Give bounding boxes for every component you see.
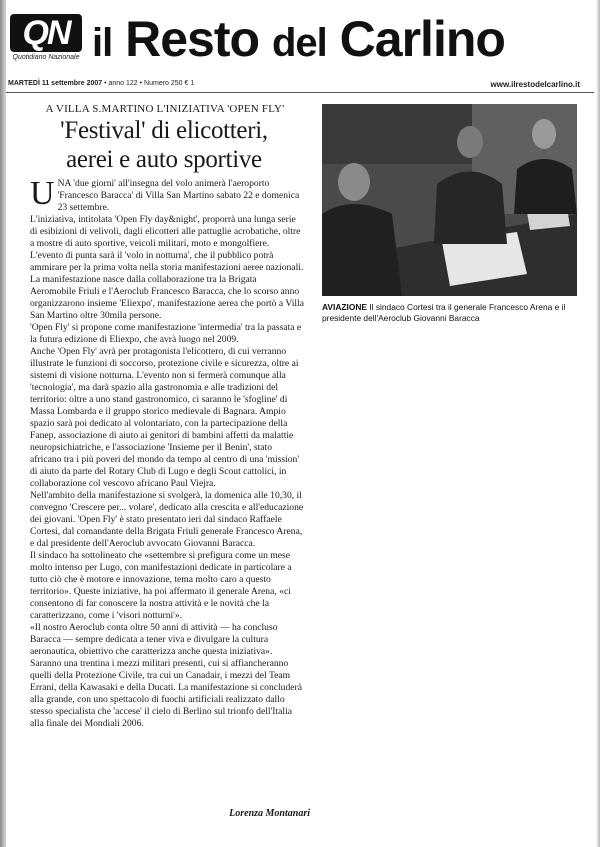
newspaper-masthead xyxy=(92,10,592,68)
body-paragraph: Nell'ambito della manifestazione si svolgerà, la domenica alle 10,30, il convegno 'Crescere per... volare', dedicato alla crescita e all'educazione dei giovani. 'Open Fly' è stato presentato ieri dal sindaco Raffaele Cortesi, dal comandante della Brigata Friuli generale Francesco Arena, e dal presidente dell'Aeroclub avvocato Giovanni Baracca. xyxy=(30,490,304,549)
article-kicker: A VILLA S.MARTINO L'INIZIATIVA 'OPEN FLY' xyxy=(45,103,285,115)
headline-line-1: 'Festival' di elicotteri, xyxy=(60,117,268,144)
article-photo xyxy=(322,104,577,296)
body-paragraph: 'Open Fly' si propone come manifestazione 'intermedia' tra la passata e la futura edizione di Eliexpo, che avrà luogo nel 2009. xyxy=(30,322,302,345)
masthead-word-carlino: Carlino xyxy=(339,11,505,67)
article-body xyxy=(30,175,304,730)
masthead-word-resto: Resto xyxy=(125,11,260,67)
caption-text: Il sindaco Cortesi tra il generale Francesco Arena e il presidente dell'Aeroclub Giovanni Baracca xyxy=(322,302,566,323)
article-author: Lorenza Montanari xyxy=(229,808,310,819)
photo-illustration xyxy=(322,104,577,296)
masthead-rule xyxy=(6,92,594,93)
dateline-date: MARTEDÌ 11 settembre 2007 xyxy=(8,80,103,87)
scan-edge-right xyxy=(596,0,600,847)
masthead-prefix: il xyxy=(92,21,113,65)
website-url: www.ilrestodelcarlino.it xyxy=(490,80,580,89)
masthead-word-del: del xyxy=(271,21,327,65)
drop-cap: U xyxy=(30,175,55,212)
headline-line-2: aerei e auto sportive xyxy=(66,146,262,173)
qn-logo-subtitle: Quotidiano Nazionale xyxy=(12,54,80,61)
qn-logo xyxy=(10,14,82,64)
lead-paragraph xyxy=(30,175,304,214)
caption-label: AVIAZIONE xyxy=(322,302,367,312)
dateline-issue: • anno 122 • Numero 250 € 1 xyxy=(104,80,195,87)
qn-logo-mark: QN xyxy=(10,14,82,52)
body-paragraph: Il sindaco ha sottolineato che «settembre si prefigura come un mese molto intenso per Lugo, con manifestazioni dedicate in particolare a tutto ciò che è motore e innovazione, tema molto caro a questo territorio». Queste iniziative, ha poi affermato il generale Arena, «ci consentono di far conoscere la nostra attività e le novità che la caratterizzano, come i 'visori notturni'». xyxy=(30,550,292,621)
body-paragraph: L'iniziativa, intitolata 'Open Fly day&night', proporrà una lunga serie di esibizioni di velivoli, dagli elicotteri alle pattuglie acrobatiche, oltre a mostre di auto sportive, veicoli militari, moto e mongolfiere. L'evento di punta sarà il 'volo in notturna', che il pubblico potrà ammirare per la prima volta nella storia manifestazioni aeree nazionali. La manifestazione nasce dalla collaborazione tra la Brigata Aeromobile Friuli e l'Aeroclub Francesco Baracca, che lo scorso anno organizzarono insieme 'Eliexpo', manifestazione aerea che portò a Villa San Martino oltre 30mila persone. xyxy=(30,214,304,321)
article-headline xyxy=(14,116,314,174)
body-paragraph: Anche 'Open Fly' avrà per protagonista l'elicottero, di cui verranno illustrate le funzioni di soccorso, protezione civile e sicurezza, oltre ai sistemi di visione notturna. L'evento non si fermerà comunque alla 'tecnologia', ma darà spazio alla gastronomia e alle tradizioni del territorio: oltre a uno stand gastronomico, ci saranno le 'sfogline' di Massa Lombarda e il gruppo storico medievale di Bagnara. Ampio spazio sarà poi dedicato al volontariato, con la partecipazione della Fanep, associazione di aiuto ai genitori di bambini affetti da malattie neuropsichiatriche, e l'associazione 'Insieme per il Benin', stato africano tra i più poveri del mondo da tempo al centro di una 'mission' di aiuto da parte del Rotary Club di Lugo e degli Scout cattolici, in collaborazione col vescovo africano Paul Viejra. xyxy=(30,346,300,489)
dateline xyxy=(8,80,308,87)
lead-text: NA 'due giorni' all'insegna del volo animerà l'aeroporto 'Francesco Baracca' di Villa San Martino sabato 22 e domenica 23 settembre. xyxy=(57,178,300,213)
scan-edge-left xyxy=(0,0,6,847)
body-paragraph: «Il nostro Aeroclub conta oltre 50 anni di attività — ha concluso Baracca — sempre dedicata a tener viva e divulgare la cultura aeronautica, obiettivo che caratterizza anche questa iniziativa». Saranno una trentina i mezzi militari presenti, cui si affiancheranno quelli della Protezione Civile, tra cui un Canadair, i mezzi del Team Errani, della Kawasaki e della Ducati. La manifestazione si concluderà alla grande, con uno spettacolo di fuochi artificiali realizzato dallo stesso specialista che 'accese' il cielo di Berlino sul trionfo dell'Italia alla finale dei Mondiali 2006. xyxy=(30,622,302,729)
photo-caption xyxy=(322,302,582,324)
